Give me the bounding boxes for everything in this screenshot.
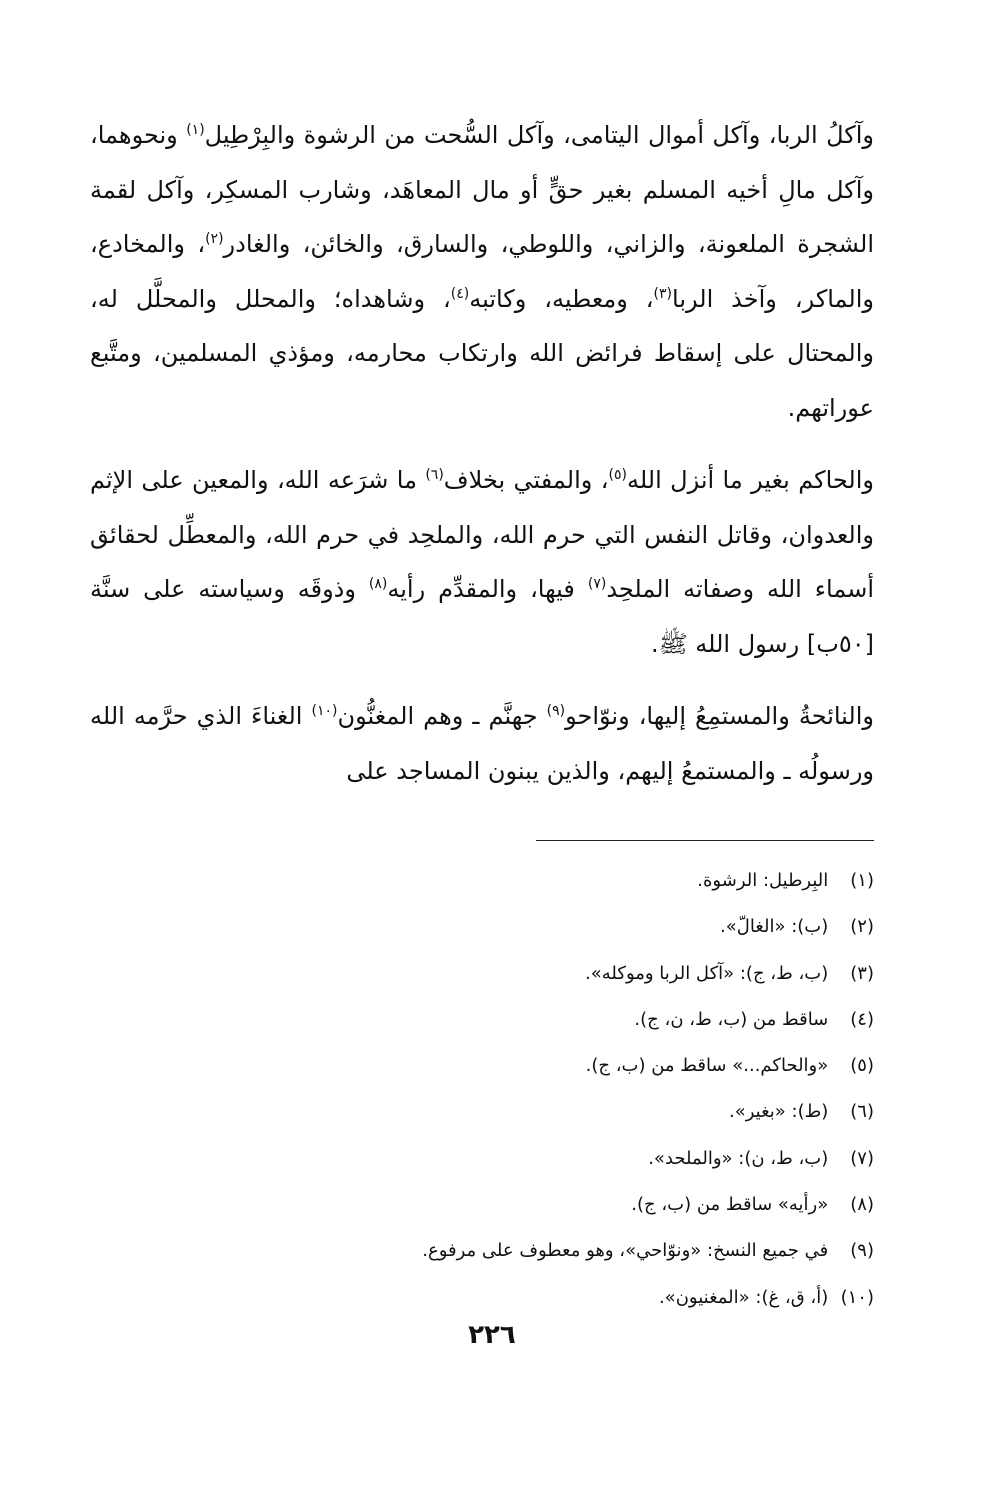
footnote-ref-2[interactable]: (٢): [205, 231, 224, 247]
footnote-number: (٦): [850, 1101, 874, 1123]
footnote-text: (أ، ق، غ): «المغنيون».: [658, 1286, 829, 1308]
footnote-separator: [536, 840, 874, 841]
footnote-text: «رأيه» ساقط من (ب، ج).: [631, 1194, 829, 1216]
main-text: [90, 108, 874, 816]
footnote-ref-7[interactable]: (٧): [587, 576, 607, 592]
footnote-item: [90, 1182, 874, 1228]
footnote-number: (٥): [850, 1055, 874, 1077]
footnote-number: (٤): [850, 1008, 874, 1030]
footnote-text: «والحاكم...» ساقط من (ب، ج).: [585, 1055, 829, 1077]
text-run: ، ومعطيه، وكاتبه: [469, 284, 654, 313]
footnote-ref-9[interactable]: (٩): [546, 703, 566, 719]
footnote-item: [90, 858, 874, 904]
footnote-item: [90, 997, 874, 1043]
text-run: فيها، والمقدِّم رأيه: [387, 575, 588, 603]
footnote-item: [90, 1275, 874, 1321]
footnote-number: (٩): [850, 1240, 874, 1262]
footnote-ref-8[interactable]: (٨): [368, 576, 388, 592]
footnote-item: [90, 1228, 874, 1274]
footnote-ref-6[interactable]: (٦): [425, 467, 444, 483]
footnote-ref-4[interactable]: (٤): [450, 285, 470, 302]
footnotes-list: [90, 858, 874, 1321]
text-run: وآكلُ الربا، وآكل أموال اليتامى، وآكل السُّحت من الرشوة والبِرْطِيل: [204, 121, 874, 149]
footnote-ref-10[interactable]: (١٠): [311, 703, 338, 719]
text-run: ، وشاهداه؛ والمحلل والمحلَّل له، والمحتال على إسقاط فرائض الله وارتكاب محارمه، ومؤذي المسلمين، ومتَّبع عوراتهم.: [90, 284, 874, 422]
text-run: والحاكم بغير ما أنزل الله: [626, 466, 874, 494]
text-run: جهنَّم ـ وهم المغنُّون: [337, 702, 547, 730]
footnote-text: (ب): «الغالّ».: [720, 916, 829, 938]
footnote-item: [90, 904, 874, 950]
text-run: ونحوهما، وآكل مالِ أخيه المسلم بغير حقٍّ أو مال المعاهَد، وشارب المسكِر، وآكل لقمة الشجرة الملعونة، والزاني، واللوطي، والسارق، والخائن، والغادر: [90, 121, 874, 258]
footnote-number: (١): [850, 870, 874, 891]
footnote-ref-1[interactable]: (١): [186, 122, 205, 138]
footnote-item: [90, 1089, 874, 1135]
paragraph-3: [90, 689, 874, 798]
text-run: ، والمخادع، والماكر، وآخذ الربا: [90, 230, 874, 313]
footnote-ref-3[interactable]: (٣): [653, 285, 673, 302]
footnote-text: (ط): «بغير».: [728, 1101, 829, 1123]
paragraph-1: [90, 108, 874, 435]
text-run: وذوقَه وسياسته على سنَّة [٥٠ب] رسول الله ﷺ.: [90, 575, 874, 658]
footnote-number: (٢): [850, 916, 874, 938]
page-number: ٢٢٦: [468, 1320, 516, 1350]
text-run: الغناءَ الذي حرَّمه الله ورسولُه ـ والمستمعُ إليهم، والذين يبنون المساجد على: [90, 702, 874, 785]
footnote-number: (٧): [850, 1147, 874, 1169]
footnote-item: [90, 1136, 874, 1182]
footnote-text: (ب، ط، ن): «والملحد».: [648, 1147, 829, 1169]
footnote-item: [90, 951, 874, 997]
footnote-text: في جميع النسخ: «ونوّاحي»، وهو معطوف على مرفوع.: [422, 1240, 829, 1262]
footnote-text: البِرطيل: الرشوة.: [697, 870, 829, 891]
text-run: ما شرَعه الله، والمعين على الإثم والعدوان، وقاتل النفس التي حرم الله، والملحِد في حرم الله، والمعطِّل لحقائق أسماء الله وصفاته الملحِد: [90, 466, 875, 603]
paragraph-2: [90, 453, 874, 671]
footnote-number: (٨): [850, 1194, 874, 1216]
footnote-number: (٣): [850, 962, 874, 984]
text-run: والنائحةُ والمستمِعُ إليها، ونوّاحو: [565, 702, 874, 730]
footnote-text: ساقط من (ب، ط، ن، ج).: [634, 1008, 829, 1030]
footnote-number: (١٠): [840, 1286, 874, 1308]
text-run: ، والمفتي بخلاف: [443, 466, 609, 494]
footnote-ref-5[interactable]: (٥): [608, 467, 627, 483]
footnote-item: [90, 1043, 874, 1089]
footnote-text: (ب، ط، ج): «آكل الربا وموكله».: [585, 962, 829, 984]
